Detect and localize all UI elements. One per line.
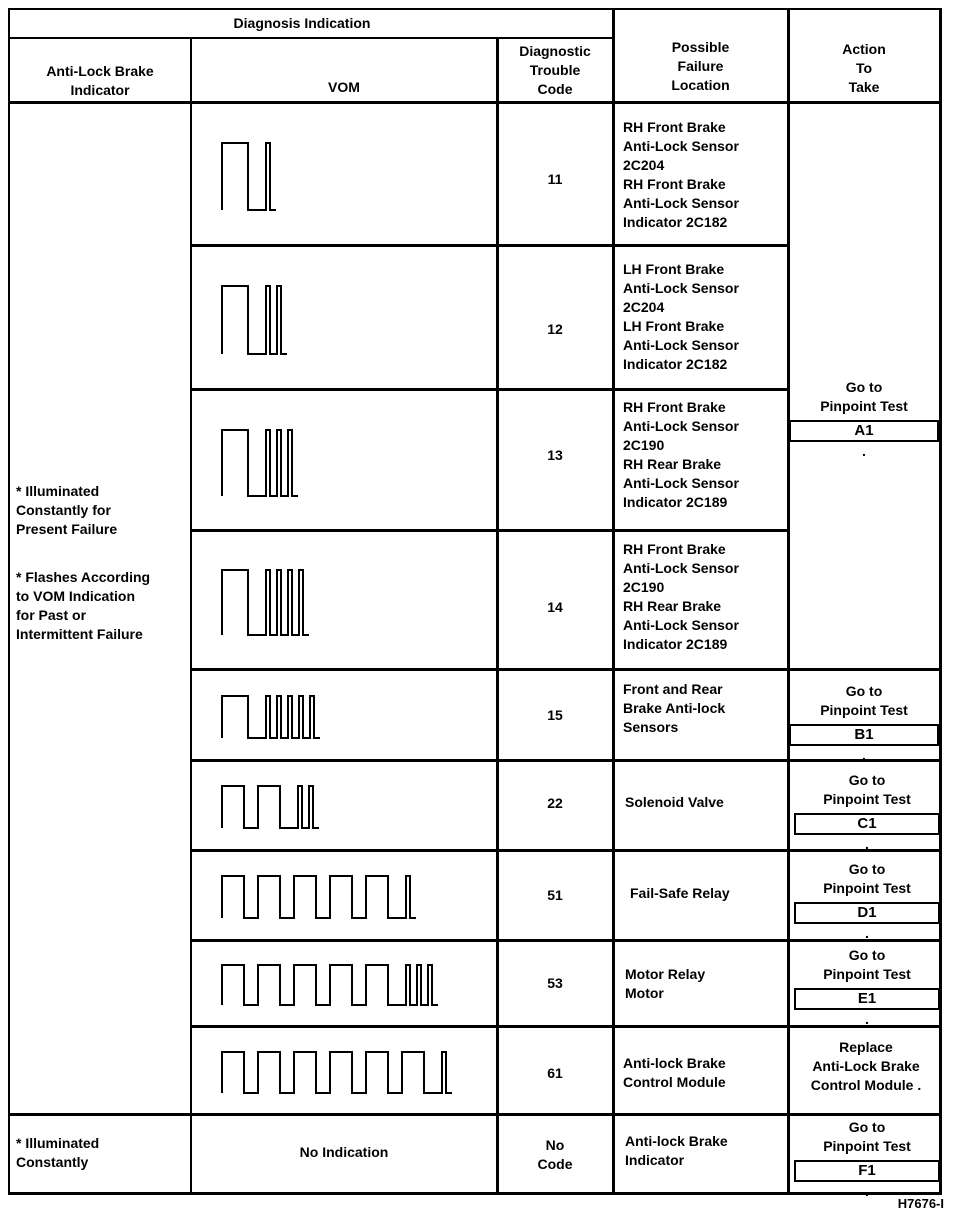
att-header: Action To Take: [842, 41, 886, 95]
no-indication-text: No Indication: [299, 1144, 389, 1160]
action-b1: Go to Pinpoint Test B1 .: [789, 682, 939, 765]
location-53: Motor Relay Motor: [625, 966, 706, 1001]
pinpoint-test-e1-box: E1: [794, 988, 940, 1010]
indicator-note-flashes: * Flashes According to VOM Indication for Past or Intermittent Failure: [16, 569, 151, 642]
vom-header: VOM: [328, 79, 360, 95]
code-14: 14: [547, 599, 563, 615]
action-d1: Go to Pinpoint Test D1 .: [794, 860, 940, 943]
pinpoint-test-f1-box: F1: [794, 1160, 940, 1182]
pinpoint-test-b1-box: B1: [789, 724, 939, 746]
action-a1: Go to Pinpoint Test A1 .: [789, 378, 939, 461]
code-13: 13: [547, 447, 563, 463]
code-51: 51: [547, 887, 563, 903]
pulse-train: [222, 965, 438, 1005]
code-53: 53: [547, 975, 563, 991]
vom-waveform-22: [192, 762, 496, 849]
indicator-note-constant: * Illuminated Constantly: [16, 1135, 100, 1170]
code-15: 15: [547, 707, 563, 723]
location-61: Anti-lock Brake Control Module: [623, 1055, 726, 1090]
action-e1: Go to Pinpoint Test E1 .: [794, 946, 940, 1029]
location-22: Solenoid Valve: [625, 794, 724, 810]
figure-id: H7676-I: [897, 1196, 944, 1211]
pulse-train: [222, 876, 416, 918]
vom-waveform-15: [192, 671, 496, 759]
dtc-header: Diagnostic Trouble Code: [519, 43, 591, 97]
location-12: LH Front Brake Anti-Lock Sensor 2C204 LH Front Brake Anti-Lock Sensor Indicator 2C182: [623, 261, 739, 372]
vom-waveform-14: [192, 532, 496, 668]
pulse-train: [222, 1052, 452, 1093]
action-c1: Go to Pinpoint Test C1 .: [794, 771, 940, 854]
code-12: 12: [547, 321, 563, 337]
pulse-train: [222, 696, 320, 738]
code-none: No Code: [537, 1137, 573, 1172]
vom-waveform-51: [192, 852, 496, 939]
vom-waveform-11: [192, 104, 496, 244]
pulse-train: [222, 786, 319, 828]
pulse-train: [222, 286, 287, 354]
pulse-train: [222, 143, 276, 210]
action-f1: Go to Pinpoint Test F1 .: [794, 1118, 940, 1201]
location-none: Anti-lock Brake Indicator: [625, 1133, 728, 1168]
diag-indication-header: Diagnosis Indication: [233, 15, 371, 31]
vom-waveform-13: [192, 391, 496, 529]
vom-waveform-12: [192, 247, 496, 388]
indicator-note-present: * Illuminated Constantly for Present Failure: [16, 483, 118, 537]
code-11: 11: [547, 171, 563, 187]
code-61: 61: [547, 1065, 563, 1081]
location-15: Front and Rear Brake Anti-lock Sensors: [623, 681, 726, 735]
pulse-train: [222, 430, 298, 496]
location-14: RH Front Brake Anti-Lock Sensor 2C190 RH Rear Brake Anti-Lock Sensor Indicator 2C189: [623, 541, 739, 652]
pinpoint-test-c1-box: C1: [794, 813, 940, 835]
pulse-train: [222, 570, 309, 635]
location-11: RH Front Brake Anti-Lock Sensor 2C204 RH Front Brake Anti-Lock Sensor Indicator 2C182: [623, 119, 739, 230]
vom-waveform-53: [192, 942, 496, 1025]
pfl-header: Possible Failure Location: [671, 39, 730, 93]
action-replace: Replace Anti-Lock Brake Control Module .: [810, 1039, 922, 1093]
pinpoint-test-a1-box: A1: [789, 420, 939, 442]
location-13: RH Front Brake Anti-Lock Sensor 2C190 RH Rear Brake Anti-Lock Sensor Indicator 2C189: [623, 399, 739, 510]
code-22: 22: [547, 795, 563, 811]
vom-waveform-61: [192, 1028, 496, 1113]
pinpoint-test-d1-box: D1: [794, 902, 940, 924]
location-51: Fail-Safe Relay: [630, 885, 730, 901]
abi-header: Anti-Lock Brake Indicator: [46, 63, 154, 98]
